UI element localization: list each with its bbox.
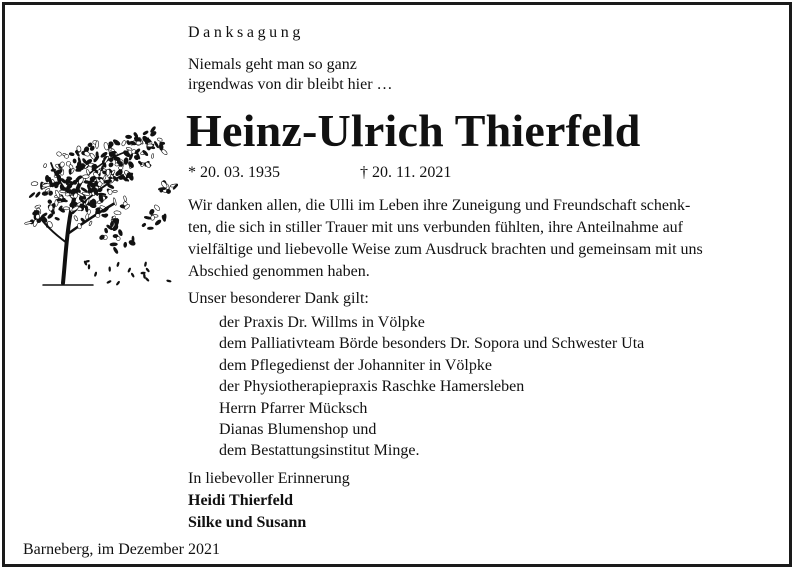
special-thanks-list bbox=[219, 312, 644, 462]
list-item: der Praxis Dr. Willms in Völpke bbox=[219, 314, 425, 331]
thanks-paragraph bbox=[188, 195, 784, 283]
list-item: der Physiotherapiepraxis Raschke Hamersleben bbox=[219, 378, 525, 396]
special-thanks-title: Unser besonderer Dank gilt: bbox=[188, 290, 369, 307]
place-date: Barneberg, im Dezember 2021 bbox=[23, 541, 220, 558]
deceased-name: Heinz-Ulrich Thierfeld bbox=[186, 105, 641, 156]
thanks-line: Abschied genommen haben. bbox=[188, 263, 370, 280]
heading: Danksagung bbox=[188, 24, 304, 41]
thanks-line: Wir danken allen, die Ulli im Leben ihre Zuneigung und Freundschaft schenk- bbox=[188, 197, 691, 214]
list-item: dem Bestattungsinstitut Minge. bbox=[219, 442, 420, 460]
windblown-tree-icon bbox=[23, 123, 178, 293]
poem-line: Niemals geht man so ganz bbox=[188, 56, 357, 73]
list-item: Herrn Pfarrer Mücksch bbox=[219, 399, 368, 417]
death-date: † 20. 11. 2021 bbox=[360, 164, 452, 181]
list-item: dem Palliativteam Börde besonders Dr. Sopora und Schwester Uta bbox=[219, 335, 645, 353]
mourner-name: Heidi Thierfeld bbox=[188, 492, 294, 509]
closing-intro: In liebevoller Erinnerung bbox=[188, 470, 350, 487]
thanks-line: vielfältige und liebevolle Weise zum Ausdruck brachten und gemeinsam mit uns bbox=[188, 241, 703, 258]
poem-line: irgendwas von dir bleibt hier … bbox=[188, 76, 393, 93]
poem bbox=[188, 55, 393, 95]
birth-date: * 20. 03. 1935 bbox=[188, 164, 280, 181]
mourner-name: Silke und Susann bbox=[188, 514, 307, 531]
closing bbox=[188, 468, 350, 534]
thanks-line: ten, die sich in stiller Trauer mit uns verbunden fühlten, ihre Anteilnahme auf bbox=[188, 219, 684, 236]
list-item: dem Pflegedienst der Johanniter in Völpke bbox=[219, 356, 492, 374]
list-item: Dianas Blumenshop und bbox=[219, 421, 377, 439]
obituary-notice bbox=[2, 2, 792, 567]
